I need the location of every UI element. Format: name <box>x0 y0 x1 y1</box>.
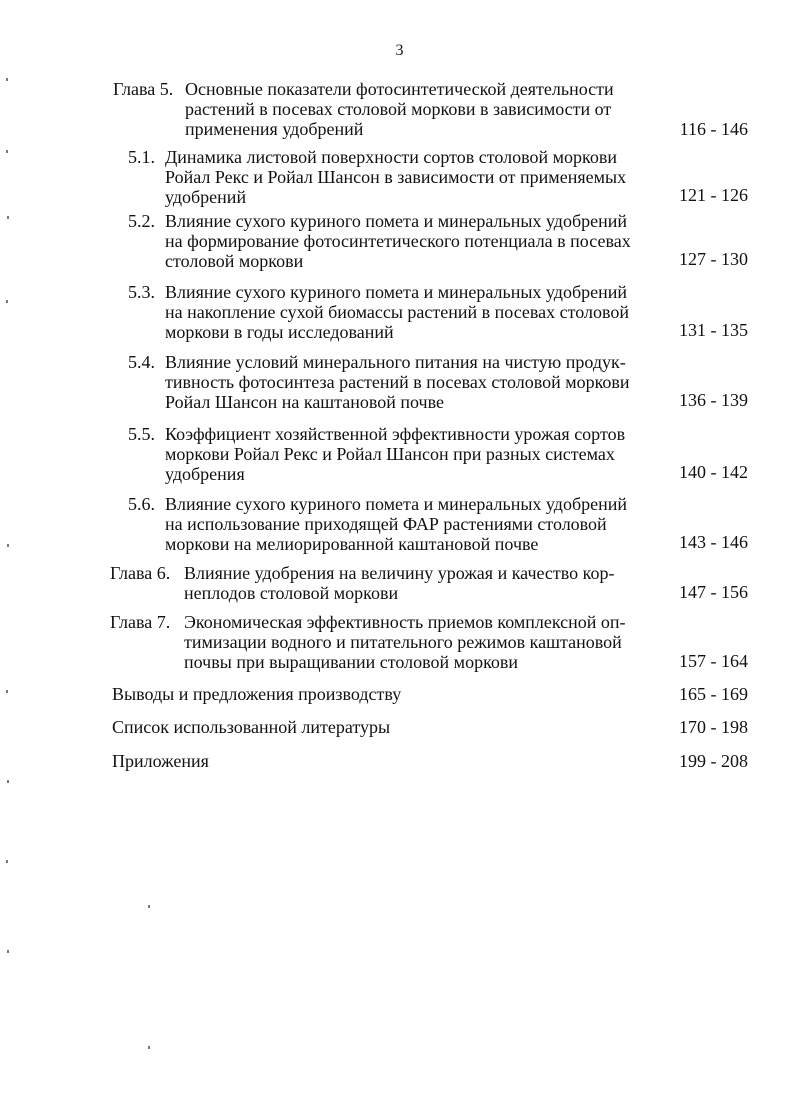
toc-entry-title-line: Влияние сухого куриного помета и минеральных удобрений <box>165 494 628 514</box>
toc-entry-title-line: Влияние удобрения на величину урожая и качество кор- <box>184 563 615 583</box>
toc-entry-label: 5.1. <box>128 147 155 167</box>
toc-entry-title-line: тимизации водного и питательного режимов каштановой <box>184 632 622 652</box>
toc-entry-pages: 116 - 146 <box>679 119 748 139</box>
scan-speck <box>7 544 9 547</box>
toc-entry-pages: 131 - 135 <box>679 320 748 340</box>
toc-entry <box>128 424 625 484</box>
toc-entry-pages: 136 - 139 <box>679 390 748 410</box>
toc-entry-title-line: тивность фотосинтеза растений в посевах столовой моркови <box>165 372 630 392</box>
toc-entry <box>110 612 626 672</box>
toc-entry-title-line: Список использованной литературы <box>112 717 391 737</box>
toc-entry-label: Глава 6. <box>110 563 171 583</box>
toc-entry-title-line: на формирование фотосинтетического потенциала в посевах <box>165 231 631 251</box>
toc-entry-pages: 147 - 156 <box>679 582 748 602</box>
toc-entry-title-line: на накопление сухой биомассы растений в посевах столовой <box>165 302 630 322</box>
toc-entry-label: Глава 7. <box>110 612 171 632</box>
toc-entry-title-line: моркови на мелиорированной каштановой почве <box>165 534 539 554</box>
toc-entry-pages: 199 - 208 <box>679 751 748 771</box>
toc-entry-pages: 121 - 126 <box>679 185 748 205</box>
toc-entry-label: 5.5. <box>128 424 155 444</box>
toc-entry-title-line: столовой моркови <box>165 251 304 271</box>
toc-entry-title-line: Влияние условий минерального питания на чистую продук- <box>165 352 626 372</box>
toc-entry-title-line: моркови Ройал Рекс и Ройал Шансон при разных системах <box>165 444 615 464</box>
toc-entry-title-line: растений в посевах столовой моркови в зависимости от <box>185 99 612 119</box>
toc-entry-title-line: моркови в годы исследований <box>165 322 394 342</box>
scan-speck <box>7 216 9 219</box>
toc-entry-pages: 140 - 142 <box>679 462 748 482</box>
scan-speck <box>7 950 9 953</box>
scan-speck <box>7 780 9 783</box>
scan-speck <box>6 860 8 863</box>
toc-entry-pages: 165 - 169 <box>679 684 748 704</box>
toc-entry-title-line: на использование приходящей ФАР растениями столовой <box>165 514 607 534</box>
toc-entry-title-line: применения удобрений <box>185 119 364 139</box>
scan-speck <box>6 78 8 81</box>
toc-entry-pages: 157 - 164 <box>679 651 748 671</box>
toc-entry <box>110 563 615 603</box>
toc-entry-title-line: почвы при выращивании столовой моркови <box>184 652 519 672</box>
toc-entry-title-line: неплодов столовой моркови <box>184 583 399 603</box>
scan-speck <box>6 300 8 303</box>
toc-entry-title-line: Влияние сухого куриного помета и минеральных удобрений <box>165 282 628 302</box>
toc-entry-title-line: Основные показатели фотосинтетической деятельности <box>185 79 614 99</box>
scan-speck <box>6 150 8 153</box>
toc-entry-label: Глава 5. <box>113 79 174 99</box>
toc-entry <box>112 717 390 737</box>
toc-entry-title-line: Экономическая эффективность приемов комплексной оп- <box>184 612 626 632</box>
toc-entry-title-line: Влияние сухого куриного помета и минеральных удобрений <box>165 211 628 231</box>
toc-entry-label: 5.4. <box>128 352 155 372</box>
toc-entry-title-line: Выводы и предложения производству <box>112 684 402 704</box>
toc-entry <box>128 211 631 271</box>
scan-speck <box>6 690 8 693</box>
toc-entry <box>128 494 627 554</box>
toc-entry-pages: 143 - 146 <box>679 532 748 552</box>
scan-speck <box>148 905 150 908</box>
toc-entry-label: 5.6. <box>128 494 155 514</box>
toc-entry <box>128 282 629 342</box>
toc-entry-label: 5.3. <box>128 282 155 302</box>
toc-entry <box>128 352 630 412</box>
toc-entry-title-line: Коэффициент хозяйственной эффективности урожая сортов <box>165 424 626 444</box>
toc-entry-pages: 127 - 130 <box>679 249 748 269</box>
page-number: 3 <box>395 42 404 59</box>
toc-entry-title-line: Приложения <box>112 751 209 771</box>
toc-entry-title-line: удобрения <box>165 464 245 484</box>
toc-entry-title-line: Ройал Шансон на каштановой почве <box>165 392 444 412</box>
toc-entry <box>113 79 614 139</box>
toc-entry-title-line: Динамика листовой поверхности сортов столовой моркови <box>165 147 617 167</box>
toc-entry <box>128 147 626 207</box>
toc-entry <box>112 751 209 771</box>
toc-entry-pages: 170 - 198 <box>679 717 748 737</box>
toc-entry-title-line: Ройал Рекс и Ройал Шансон в зависимости от применяемых <box>165 167 627 187</box>
scan-speck <box>148 1046 150 1049</box>
toc-entry-title-line: удобрений <box>165 187 247 207</box>
toc-entry-label: 5.2. <box>128 211 155 231</box>
toc-entry <box>112 684 401 704</box>
